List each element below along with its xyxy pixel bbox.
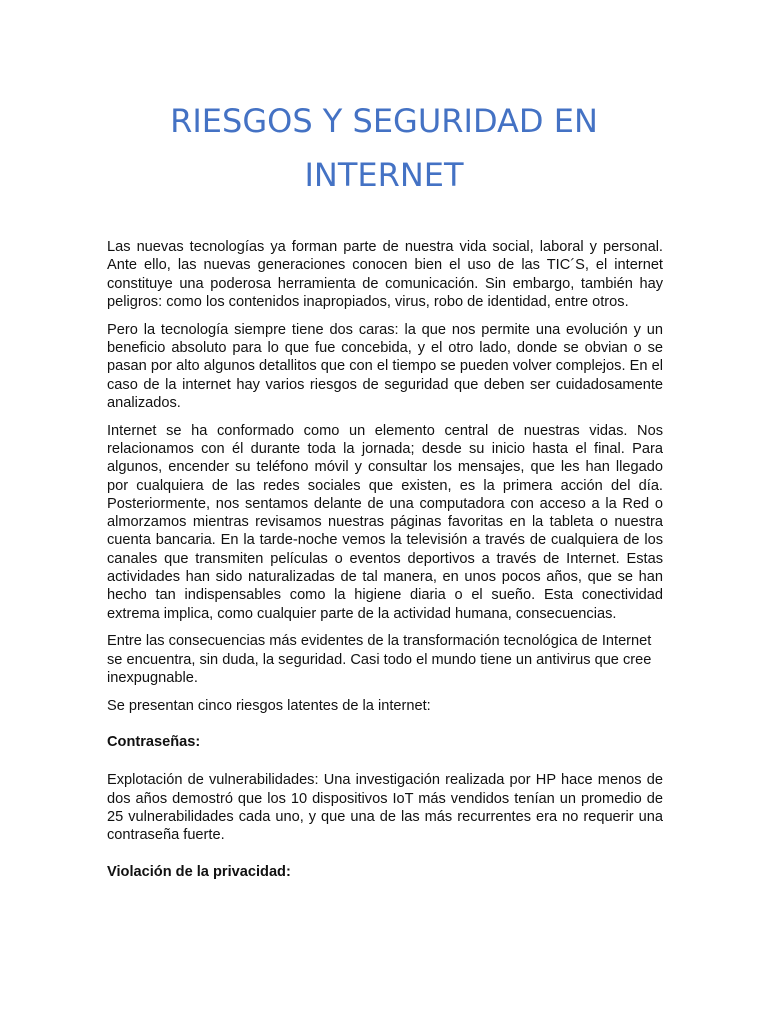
paragraph-daily-life: Internet se ha conformado como un elemento central de nuestras vidas. Nos relacionamos con él durante toda la jornada; desde su inicio hasta el final. Para algunos, encender su teléfono móvil y consultar los mensajes, que les han llegado por cualquiera de las redes sociales que existen, es la primera acción del día. Posteriormente, nos sentamos delante de una computadora con acceso a la Red o almorzamos mientras revisamos nuestras páginas favoritas en la tableta o nuestra cuenta bancaria. En la tarde-noche vemos la televisión a través de cualquiera de los canales que transmiten películas o eventos deportivos a través de Internet. Estas actividades han sido naturalizadas de tal manera, en unos pocos años, que se han hecho tan indispensables como la higiene diaria o el sueño. Esta conectividad extrema implica, como cualquier parte de la actividad humana, consecuencias.	[107, 422, 663, 622]
paragraph-passwords: Explotación de vulnerabilidades: Una investigación realizada por HP hace menos de dos años demostró que los 10 dispositivos IoT más vendidos tenían un promedio de 25 vulnerabilidades cada uno, y que una de las más recurrentes era no requerir una contraseña fuerte.	[107, 772, 663, 844]
paragraph-five-risks: Se presentan cinco riesgos latentes de la internet:	[107, 697, 431, 714]
paragraph-two-faces: Pero la tecnología siempre tiene dos caras: la que nos permite una evolución y un beneficio absoluto para lo que fue concebida, y el otro lado, donde se obvian o se pasan por alto algunos detallitos que con el tiempo se pueden volver complejos. En el caso de la internet hay varios riesgos de seguridad que deben ser cuidadosamente analizados.	[107, 321, 663, 411]
paragraph-intro: Las nuevas tecnologías ya forman parte de nuestra vida social, laboral y personal. Ante ello, las nuevas generaciones conocen bien el uso de las TIC´S, el internet constituye una poderosa herramienta de comunicación. Sin embargo, también hay peligros: como los contenidos inapropiados, virus, robo de identidad, entre otros.	[107, 239, 663, 310]
document-body	[107, 238, 663, 901]
heading-privacy: Violación de la privacidad:	[107, 863, 291, 880]
heading-passwords: Contraseñas:	[107, 734, 201, 751]
page-title: RIESGOS Y SEGURIDAD EN INTERNET	[170, 102, 598, 194]
paragraph-consequences: Entre las consecuencias más evidentes de la transformación tecnológica de Internet se encuentra, sin duda, la seguridad. Casi todo el mundo tiene un antivirus que cree inexpugnable.	[107, 633, 652, 687]
